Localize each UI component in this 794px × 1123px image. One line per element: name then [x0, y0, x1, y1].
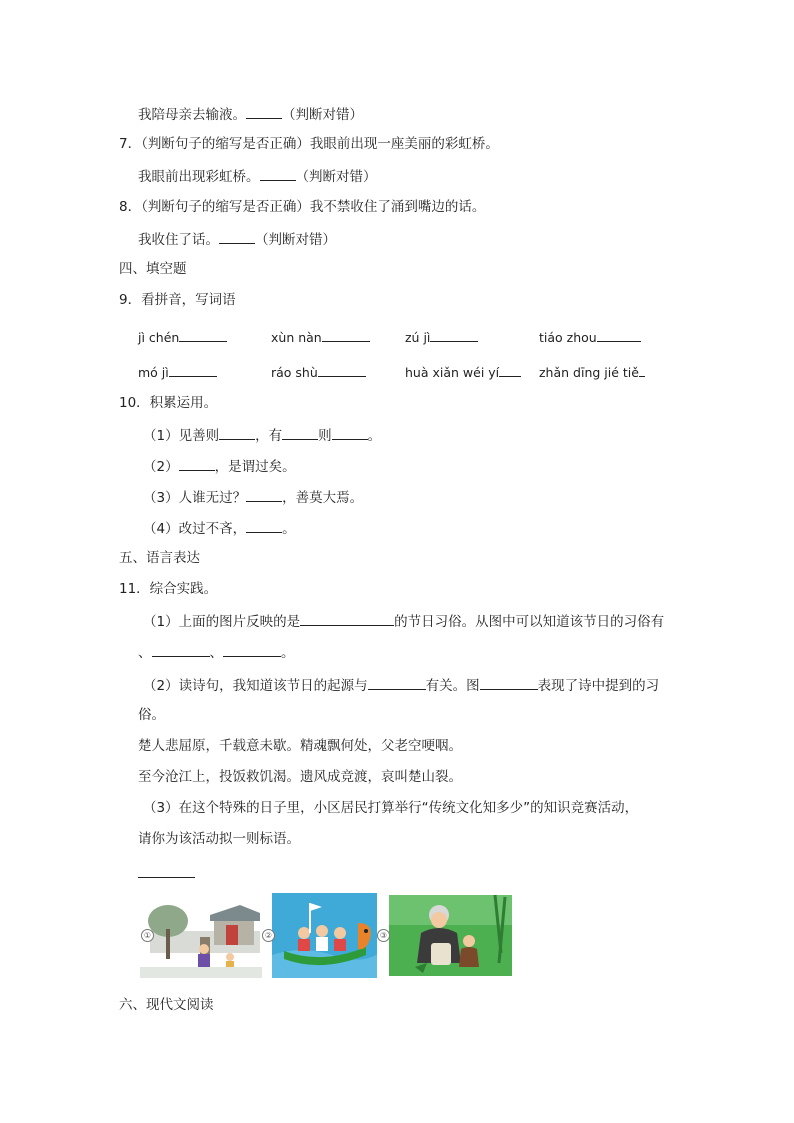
q8-sentence: 我收住了话。	[138, 232, 219, 248]
q10-item-3: （3）人谁无过？ ，善莫大焉。	[143, 487, 363, 507]
pinyin-item: ráo shù	[271, 362, 366, 380]
q7-suffix: （判断对错）	[295, 169, 377, 185]
pinyin-item: mó jì	[138, 362, 217, 380]
q7-answer-blank[interactable]	[260, 166, 296, 181]
picture-2	[262, 893, 379, 978]
festival-blank[interactable]	[300, 611, 394, 626]
picture-blank[interactable]	[480, 675, 538, 690]
slogan-blank[interactable]	[138, 877, 195, 878]
section-heading-6: 六、现代文阅读	[119, 997, 214, 1013]
origin-blank[interactable]	[368, 675, 426, 690]
pinyin-item: xùn nàn	[271, 327, 370, 345]
pinyin-item: jì chén	[138, 327, 227, 345]
q11-part1: （1）上面的图片反映的是 的节日习俗。从图中可以知道该节日的习俗有	[143, 611, 664, 631]
q7-line	[138, 166, 377, 186]
pinyin-blank[interactable]	[499, 362, 521, 377]
pinyin-item: zú jì	[405, 327, 478, 345]
q10-prompt: 10．积累运用。	[119, 395, 218, 411]
street-scene-illustration	[140, 893, 265, 978]
label-3: ③	[377, 929, 390, 942]
pinyin-blank[interactable]	[597, 327, 641, 342]
fill-blank[interactable]	[246, 487, 282, 502]
poem-line-1: 楚人悲屈原，千载意未歇。精魂飘何处，父老空哽咽。	[138, 738, 462, 754]
dragon-boat-illustration	[262, 893, 379, 978]
fill-blank[interactable]	[219, 425, 255, 440]
pinyin-blank[interactable]	[179, 327, 227, 342]
zongzi-illustration	[377, 893, 512, 978]
q11-part3: （3）在这个特殊的日子里，小区居民打算举行“传统文化知多少”的知识竞赛活动，	[143, 800, 639, 816]
q10-item-2: （2） ，是谓过矣。	[143, 456, 296, 476]
fill-blank[interactable]	[282, 425, 318, 440]
custom-blank[interactable]	[223, 642, 281, 657]
picture-1	[140, 893, 265, 978]
q7-sentence: 我眼前出现彩虹桥。	[138, 169, 260, 185]
label-2: ②	[262, 929, 275, 942]
q8-answer-blank[interactable]	[219, 229, 255, 244]
q6-line	[138, 104, 363, 124]
pinyin-blank[interactable]	[318, 362, 366, 377]
q6-answer-blank[interactable]	[246, 104, 282, 119]
custom-blank[interactable]	[152, 642, 210, 657]
q7-prompt: 7．（判断句子的缩写是否正确）我眼前出现一座美丽的彩虹桥。	[119, 136, 499, 152]
section-heading-4: 四、填空题	[119, 261, 187, 277]
fill-blank[interactable]	[332, 425, 368, 440]
fill-blank[interactable]	[179, 456, 215, 471]
q8-prompt: 8．（判断句子的缩写是否正确）我不禁收住了涌到嘴边的话。	[119, 199, 486, 215]
q11-part3-cont: 请你为该活动拟一则标语。	[138, 831, 300, 847]
q11-prompt: 11．综合实践。	[119, 581, 218, 597]
pinyin-blank[interactable]	[639, 362, 645, 377]
pinyin-blank[interactable]	[169, 362, 217, 377]
q6-suffix: （判断对错）	[282, 107, 363, 123]
pinyin-item: zhǎn dīng jié tiě	[539, 362, 645, 380]
poem-line-2: 至今沧江上，投饭救饥渴。遗风成竞渡，哀叫楚山裂。	[138, 769, 462, 785]
fill-blank[interactable]	[246, 518, 282, 533]
picture-3	[377, 893, 512, 978]
pinyin-item: huà xiǎn wéi yí	[405, 362, 521, 380]
label-1: ①	[141, 929, 154, 942]
q11-part2-cont: 俗。	[138, 707, 165, 723]
q11-part2: （2）读诗句，我知道该节日的起源与 有关。图 表现了诗中提到的习	[143, 675, 659, 695]
pinyin-item: tiáo zhou	[539, 327, 641, 345]
q10-item-1: （1）见善则 ，有 则 。	[143, 425, 381, 445]
section-heading-5: 五、语言表达	[119, 550, 200, 566]
q10-item-4: （4）改过不吝， 。	[143, 518, 296, 538]
q11-part1-cont: 、 、 。	[138, 642, 295, 662]
q8-suffix: （判断对错）	[255, 232, 336, 248]
q6-sentence: 我陪母亲去输液。	[138, 107, 246, 123]
pinyin-blank[interactable]	[322, 327, 370, 342]
pinyin-blank[interactable]	[430, 327, 478, 342]
q8-line	[138, 229, 336, 249]
q9-prompt: 9．看拼音，写词语	[119, 292, 236, 308]
